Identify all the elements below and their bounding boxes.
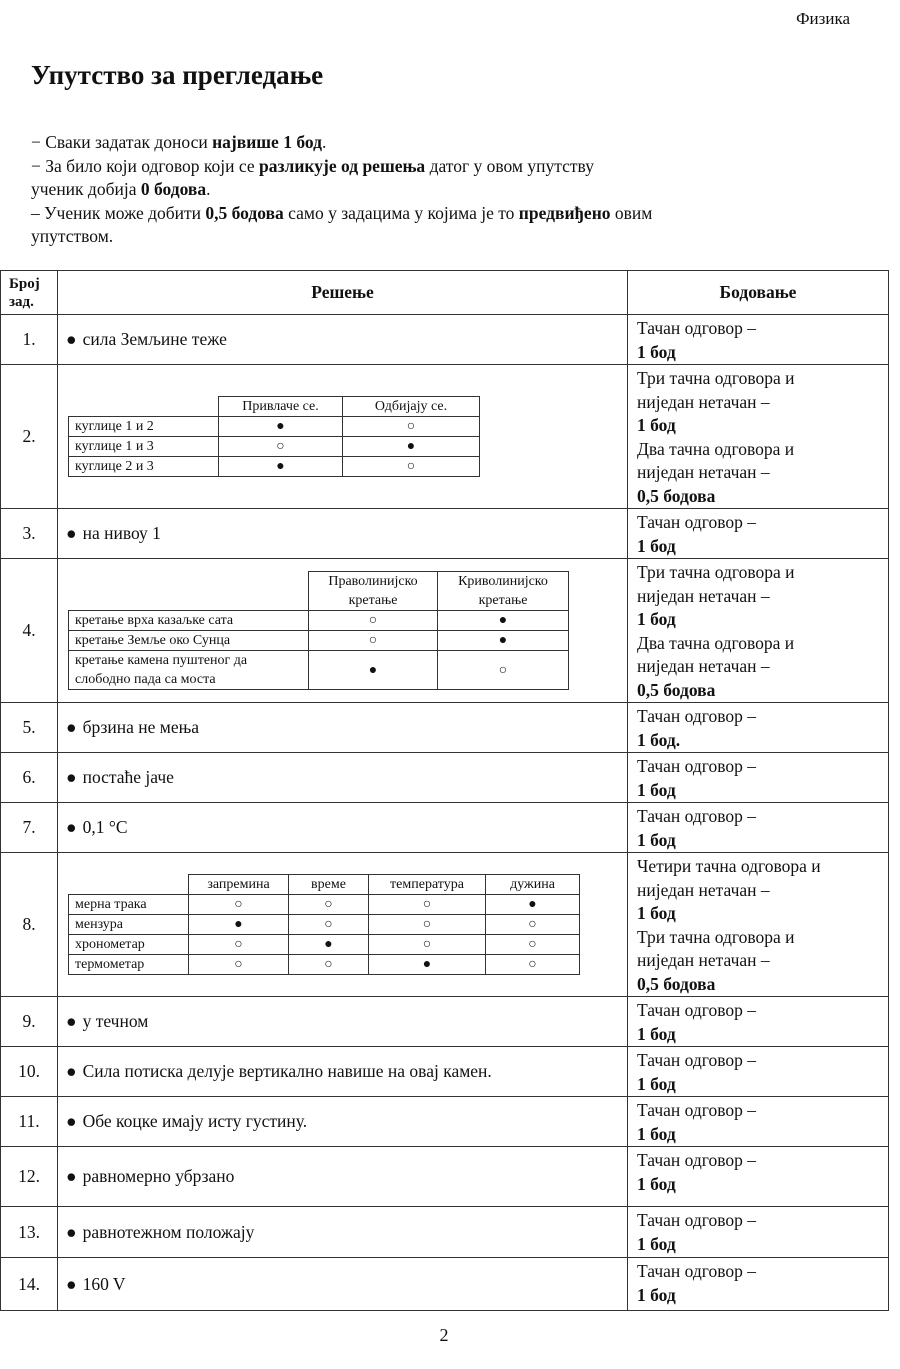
- grid-mark: ●: [438, 631, 569, 651]
- grid-mark: ●: [369, 955, 486, 975]
- task-number: 3.: [1, 509, 58, 559]
- grid-mark: ○: [343, 457, 480, 477]
- task-4-grid: [68, 571, 569, 690]
- grid-mark: ○: [219, 437, 343, 457]
- points-cell: Четири тачна одговора и ниједан нетачан – 1 бод Три тачна одговора и ниједан нетачан – 0,5 бодова: [628, 853, 889, 997]
- grid-col-header: запремина: [189, 875, 289, 895]
- table-row: [1, 753, 889, 803]
- table-header-row: [1, 271, 889, 315]
- grid-mark: ○: [189, 955, 289, 975]
- table-row: [1, 803, 889, 853]
- points-cell: Тачан одговор – 1 бод: [628, 803, 889, 853]
- solution-cell: [58, 559, 628, 703]
- solution-cell: [58, 1207, 628, 1258]
- solution-cell: [58, 803, 628, 853]
- solution-cell: [58, 365, 628, 509]
- table-row: [1, 509, 889, 559]
- points-cell: Тачан одговор – 1 бод.: [628, 703, 889, 753]
- points-cell: Тачан одговор – 1 бод: [628, 315, 889, 365]
- bullet-icon: ●: [66, 1061, 77, 1081]
- grid-mark: ●: [219, 457, 343, 477]
- answer-text: равномерно убрзано: [82, 1166, 235, 1186]
- answer-text: 0,1 °C: [82, 817, 128, 837]
- table-row: [1, 1147, 889, 1207]
- grid-corner: [69, 875, 189, 895]
- grid-col-header: температура: [369, 875, 486, 895]
- bullet-icon: ●: [66, 329, 77, 349]
- task-number: 13.: [1, 1207, 58, 1258]
- grid-mark: ○: [289, 895, 369, 915]
- answer-text: Сила потиска делује вертикално навише на овај камен.: [82, 1061, 492, 1081]
- grid-mark: ○: [189, 935, 289, 955]
- table-row: [1, 1207, 889, 1258]
- solution-cell: [58, 703, 628, 753]
- table-row: [1, 997, 889, 1047]
- answer-text: брзина не мења: [82, 717, 200, 737]
- points-cell: Тачан одговор – 1 бод: [628, 1147, 889, 1207]
- solution-cell: [58, 509, 628, 559]
- rule-1: − Сваки задатак доноси највише 1 бод.: [31, 132, 327, 152]
- answer-text: сила Земљине теже: [82, 329, 227, 349]
- solution-cell: [58, 753, 628, 803]
- solution-cell: [58, 997, 628, 1047]
- grid-col-header: време: [289, 875, 369, 895]
- grid-col-header: Одбијају се.: [343, 397, 480, 417]
- points-cell: Тачан одговор – 1 бод: [628, 509, 889, 559]
- points-cell: Тачан одговор – 1 бод: [628, 753, 889, 803]
- points-cell: Тачан одговор – 1 бод: [628, 1207, 889, 1258]
- page-number: 2: [439, 1325, 449, 1345]
- bullet-icon: ●: [66, 767, 77, 787]
- grid-row-label: мерна трака: [69, 895, 189, 915]
- rule-2: − За било који одговор који се разликује од решења датог у овом упутству: [31, 155, 594, 176]
- grid-mark: ○: [289, 915, 369, 935]
- subject-label: Физика: [796, 9, 850, 28]
- points-cell: Три тачна одговора и ниједан нетачан – 1 бод Два тачна одговора и ниједан нетачан – 0,5 бодова: [628, 559, 889, 703]
- solution-cell: [58, 1097, 628, 1147]
- task-number: 2.: [1, 365, 58, 509]
- grid-row-label: куглице 1 и 3: [69, 437, 219, 457]
- task-number: 5.: [1, 703, 58, 753]
- grid-corner: [69, 397, 219, 417]
- table-row: [1, 365, 889, 509]
- answer-text: на нивоу 1: [82, 523, 161, 543]
- grid-mark: ○: [486, 915, 580, 935]
- task-number: 6.: [1, 753, 58, 803]
- grid-mark: ○: [189, 895, 289, 915]
- grid-mark: ●: [343, 437, 480, 457]
- bullet-icon: ●: [66, 1273, 77, 1294]
- table-row: [1, 1258, 889, 1311]
- column-header-points: Бодовање: [628, 271, 889, 315]
- table-row: [1, 315, 889, 365]
- solution-cell: [58, 315, 628, 365]
- grid-row-label: кретање камена пуштеног да слободно пада са моста: [69, 651, 309, 690]
- grid-mark: ○: [343, 417, 480, 437]
- table-row: [1, 703, 889, 753]
- points-cell: Тачан одговор – 1 бод: [628, 1047, 889, 1097]
- grid-col-header: Привлаче се.: [219, 397, 343, 417]
- grid-mark: ○: [309, 611, 438, 631]
- table-row: [1, 559, 889, 703]
- task-number: 14.: [1, 1258, 58, 1311]
- grid-row-label: куглице 2 и 3: [69, 457, 219, 477]
- task-number: 10.: [1, 1047, 58, 1097]
- task-number: 4.: [1, 559, 58, 703]
- bullet-icon: ●: [66, 1166, 77, 1186]
- grid-row-label: хронометар: [69, 935, 189, 955]
- grid-col-header: Праволинијско кретање: [309, 572, 438, 611]
- grid-mark: ●: [189, 915, 289, 935]
- grid-mark: ○: [369, 935, 486, 955]
- grid-row-label: кретање Земље око Сунца: [69, 631, 309, 651]
- grid-mark: ○: [369, 915, 486, 935]
- task-number: 8.: [1, 853, 58, 997]
- answer-text: постаће јаче: [82, 767, 174, 787]
- bullet-icon: ●: [66, 1221, 77, 1242]
- answer-text: 160 V: [82, 1273, 126, 1294]
- answer-text: равнотежном положају: [82, 1221, 255, 1242]
- task-number: 9.: [1, 997, 58, 1047]
- grid-row-label: куглице 1 и 2: [69, 417, 219, 437]
- grid-mark: ○: [309, 631, 438, 651]
- rule-2-cont: ученик добија 0 бодова.: [31, 179, 211, 199]
- grid-mark: ●: [219, 417, 343, 437]
- grid-row-label: кретање врха казаљке сата: [69, 611, 309, 631]
- grid-mark: ○: [289, 955, 369, 975]
- answer-text: Обе коцке имају исту густину.: [82, 1111, 308, 1131]
- task-number: 1.: [1, 315, 58, 365]
- grid-row-label: мензура: [69, 915, 189, 935]
- grid-mark: ○: [438, 651, 569, 690]
- grid-corner: [69, 572, 309, 611]
- task-2-grid: [68, 396, 480, 477]
- table-row: [1, 1097, 889, 1147]
- task-number: 11.: [1, 1097, 58, 1147]
- grid-mark: ○: [486, 935, 580, 955]
- rule-3-cont: упутством.: [31, 226, 114, 246]
- grid-col-header: Криволинијско кретање: [438, 572, 569, 611]
- rule-3: – Ученик може добити 0,5 бодова само у задацима у којима је то предвиђено овим: [31, 202, 653, 223]
- answer-key-table: [0, 270, 889, 1311]
- solution-cell: [58, 853, 628, 997]
- grid-row-label: термометар: [69, 955, 189, 975]
- bullet-icon: ●: [66, 523, 77, 543]
- grid-mark: ●: [289, 935, 369, 955]
- solution-cell: [58, 1147, 628, 1207]
- column-header-number: Број зад.: [1, 271, 58, 315]
- grading-rules: [31, 131, 811, 249]
- points-cell: Тачан одговор – 1 бод: [628, 1258, 889, 1311]
- grid-mark: ●: [438, 611, 569, 631]
- answer-text: у течном: [82, 1011, 149, 1031]
- page-title: Упутство за прегледање: [31, 60, 324, 90]
- bullet-icon: ●: [66, 717, 77, 737]
- grid-mark: ○: [369, 895, 486, 915]
- task-number: 7.: [1, 803, 58, 853]
- solution-cell: [58, 1047, 628, 1097]
- bullet-icon: ●: [66, 1111, 77, 1131]
- grid-mark: ●: [309, 651, 438, 690]
- grid-mark: ●: [486, 895, 580, 915]
- table-row: [1, 1047, 889, 1097]
- points-cell: Тачан одговор – 1 бод: [628, 1097, 889, 1147]
- task-number: 12.: [1, 1147, 58, 1207]
- bullet-icon: ●: [66, 817, 77, 837]
- points-cell: Тачан одговор – 1 бод: [628, 997, 889, 1047]
- grid-col-header: дужина: [486, 875, 580, 895]
- bullet-icon: ●: [66, 1011, 77, 1031]
- table-row: [1, 853, 889, 997]
- column-header-solution: Решење: [58, 271, 628, 315]
- task-8-grid: [68, 874, 580, 975]
- solution-cell: [58, 1258, 628, 1311]
- points-cell: Три тачна одговора и ниједан нетачан – 1 бод Два тачна одговора и ниједан нетачан – 0,5 бодова: [628, 365, 889, 509]
- grid-mark: ○: [486, 955, 580, 975]
